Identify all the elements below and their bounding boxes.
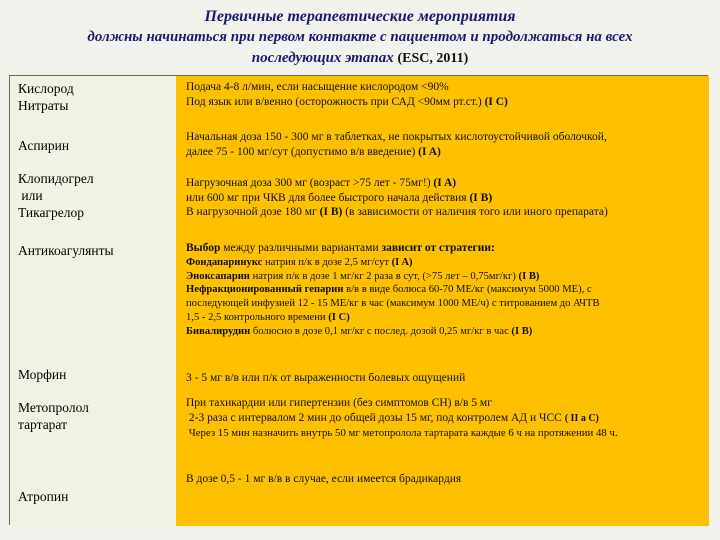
drug-cell-aspirin bbox=[10, 126, 176, 166]
therapy-table bbox=[9, 75, 708, 525]
evidence-level: (I B) bbox=[469, 191, 493, 204]
evidence-level: ( II a C) bbox=[564, 412, 599, 424]
dose-line: далее 75 - 100 мг/сут (допустимо в/в введение) (I A) bbox=[186, 145, 441, 158]
evidence-level: (I A) bbox=[418, 145, 441, 158]
dose-line: Эноксапарин натрия п/к в дозе 1 мг/кг 2 раза в сут, (>75 лет – 0,75мг/кг) (I B) bbox=[186, 270, 540, 282]
dose-cell-clopidogrel-ticagrelor bbox=[176, 166, 709, 238]
title-line-3-text: последующих этапах bbox=[251, 50, 394, 66]
dose-cell-atropine bbox=[176, 456, 709, 526]
slide-title bbox=[0, 6, 720, 69]
evidence-level: (I B) bbox=[319, 206, 343, 218]
evidence-level: (I B) bbox=[518, 270, 540, 282]
dose-line: Через 15 мин назначить внутрь 50 мг метопролола тартарата каждые 6 ч на протяжении 48 ч. bbox=[186, 427, 618, 439]
drug-name: тартарат bbox=[18, 417, 67, 432]
drug-name: Метопролол bbox=[18, 400, 89, 415]
drug-cell-metoprolol bbox=[10, 392, 176, 456]
evidence-level: (I A) bbox=[391, 256, 413, 268]
dose-line: 2-3 раза с интервалом 2 мин до общей дозы 15 мг, под контролем АД и ЧСС ( II a C) bbox=[186, 411, 599, 424]
dose-line: В дозе 0,5 - 1 мг в/в в случае, если имеется брадикардия bbox=[186, 473, 462, 485]
drug-cell-morphine bbox=[10, 362, 176, 392]
dose-line: Фондапаринукс натрия п/к в дозе 2,5 мг/сут (I A) bbox=[186, 256, 413, 268]
dose-line: При тахикардии или гипертензии (без симптомов СН) в/в 5 мг bbox=[186, 397, 492, 409]
title-line-1: Первичные терапевтические мероприятия bbox=[204, 8, 516, 25]
drug-cell-anticoagulants bbox=[10, 238, 176, 362]
drug-name: Аспирин bbox=[18, 138, 70, 153]
title-source: (ESC, 2011) bbox=[397, 51, 469, 66]
dose-line: Бивалирудин болюсно в дозе 0,1 мг/кг с послед. дозой 0,25 мг/кг в час (I B) bbox=[186, 325, 533, 337]
drug-cell-atropine bbox=[10, 456, 176, 526]
dose-line: В нагрузочной дозе 180 мг (I B) (в зависимости от наличия того или иного препарата) bbox=[186, 206, 608, 218]
title-line-3 bbox=[0, 48, 720, 69]
drug-name: Антикоагулянты bbox=[18, 243, 114, 258]
evidence-level: (I B) bbox=[511, 325, 533, 337]
dose-line: последующей инфузией 12 - 15 МЕ/кг в час (максимум 1000 МЕ/ч) с титрованием до АЧТВ bbox=[186, 298, 600, 310]
drug-cell-clopidogrel-ticagrelor bbox=[10, 166, 176, 238]
dose-line: Под язык или в/венно (осторожность при САД <90мм рт.ст.) (I C) bbox=[186, 95, 508, 108]
dose-line: или 600 мг при ЧКВ для более быстрого начала действия (I B) bbox=[186, 191, 493, 204]
drug-name: Кислород bbox=[18, 81, 74, 96]
evidence-level: (I C) bbox=[484, 95, 508, 108]
dose-line: Подача 4-8 л/мин, если насыщение кислородом <90% bbox=[186, 81, 449, 93]
dose-line: 1,5 - 2,5 контрольного времени (I C) bbox=[186, 311, 350, 323]
dose-line: Нагрузочная доза 300 мг (возраст >75 лет - 75мг!) (I A) bbox=[186, 177, 457, 189]
drug-name: Морфин bbox=[18, 367, 67, 382]
dose-cell-oxygen-nitrates bbox=[176, 76, 709, 126]
dose-cell-anticoagulants bbox=[176, 238, 709, 362]
title-line-2: должны начинаться при первом контакте с пациентом и продолжаться на всех bbox=[87, 29, 633, 45]
evidence-level: (I A) bbox=[433, 177, 457, 189]
dose-cell-morphine bbox=[176, 362, 709, 392]
drug-name: Клопидогрел bbox=[18, 171, 94, 186]
dose-line: Выбор между различными вариантами зависит от стратегии: bbox=[186, 242, 495, 254]
drug-name: Тикагрелор bbox=[18, 205, 84, 220]
drug-name: Атропин bbox=[18, 489, 69, 504]
dose-cell-aspirin bbox=[176, 126, 709, 166]
drug-cell-oxygen-nitrates bbox=[10, 76, 176, 126]
drug-name: Нитраты bbox=[18, 98, 69, 113]
dose-line: Нефракционированный гепарин в/в в виде болюса 60-70 МЕ/кг (максимум 5000 МЕ), с bbox=[186, 284, 592, 296]
dose-cell-metoprolol bbox=[176, 392, 709, 456]
dose-line: 3 - 5 мг в/в или п/к от выраженности болевых ощущений bbox=[186, 372, 466, 384]
evidence-level: (I C) bbox=[328, 311, 350, 323]
drug-connector: или bbox=[18, 188, 43, 203]
dose-line: Начальная доза 150 - 300 мг в таблетках, не покрытых кислотоустойчивой оболочкой, bbox=[186, 131, 607, 143]
